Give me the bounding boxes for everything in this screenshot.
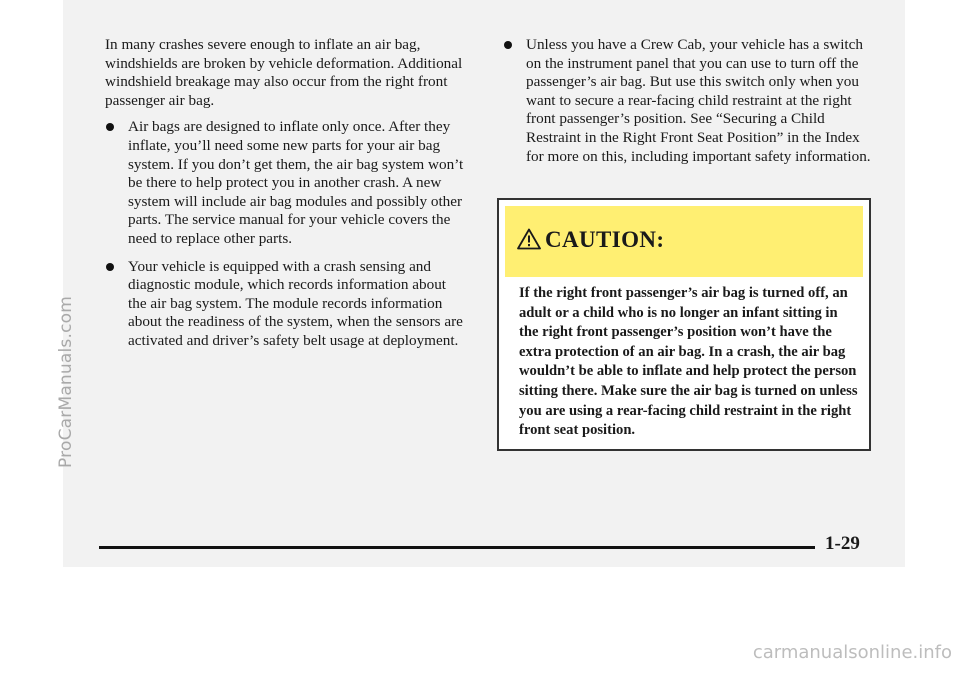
bullet-item bbox=[105, 118, 465, 248]
bullet-text: Air bags are designed to inflate only once. After they inflate, you’ll need some new parts for your air bag system. If you don’t get them, the air bag system won’t be there to help protect you in another crash. A new system will include air bag modules and possibly other parts. The service manual for your vehicle covers the need to replace other parts. bbox=[128, 118, 464, 247]
left-column bbox=[105, 36, 465, 360]
bullet-dot-icon bbox=[504, 41, 512, 49]
caution-header bbox=[505, 206, 863, 277]
caution-box bbox=[497, 198, 871, 451]
side-watermark: ProCarManuals.com bbox=[56, 296, 76, 468]
caution-title: CAUTION: bbox=[545, 227, 665, 252]
footer-rule bbox=[99, 546, 815, 549]
right-column bbox=[503, 36, 871, 175]
warning-triangle-icon bbox=[517, 228, 541, 250]
page-number: 1-29 bbox=[825, 533, 860, 554]
caution-text: If the right front passenger’s air bag is turned off, an adult or a child who is no longer an infant sitting in the right front passenger’s position won’t have the extra protection of an air bag. In a crash, the air bag wouldn’t be able to inflate and help protect the person sitting there. Make sure the air bag is turned on unless you are using a rear-facing child restraint in the right front seat position. bbox=[519, 285, 858, 439]
footer-watermark: carmanualsonline.info bbox=[752, 642, 952, 663]
bullet-item bbox=[105, 258, 465, 351]
bullet-item bbox=[503, 36, 871, 166]
bullet-dot-icon bbox=[106, 263, 114, 271]
bullet-dot-icon bbox=[106, 123, 114, 131]
bullet-text: Unless you have a Crew Cab, your vehicle has a switch on the instrument panel that you can use to turn off the passenger’s air bag. But use this switch only when you want to secure a rear-facing child restraint at the right front passenger’s position. See “Securing a Child Restraint in the Right Front Seat Position” in the Index for more on this, including important safety information. bbox=[526, 36, 871, 165]
intro-paragraph: In many crashes severe enough to inflate an air bag, windshields are broken by vehicle deformation. Additional windshield breakage may also occur from the right front passenger air bag. bbox=[105, 36, 463, 109]
bullet-text: Your vehicle is equipped with a crash sensing and diagnostic module, which records information about the air bag system. The module records information about the readiness of the system, when the sensors are activated and driver’s safety belt usage at deployment. bbox=[128, 257, 463, 349]
